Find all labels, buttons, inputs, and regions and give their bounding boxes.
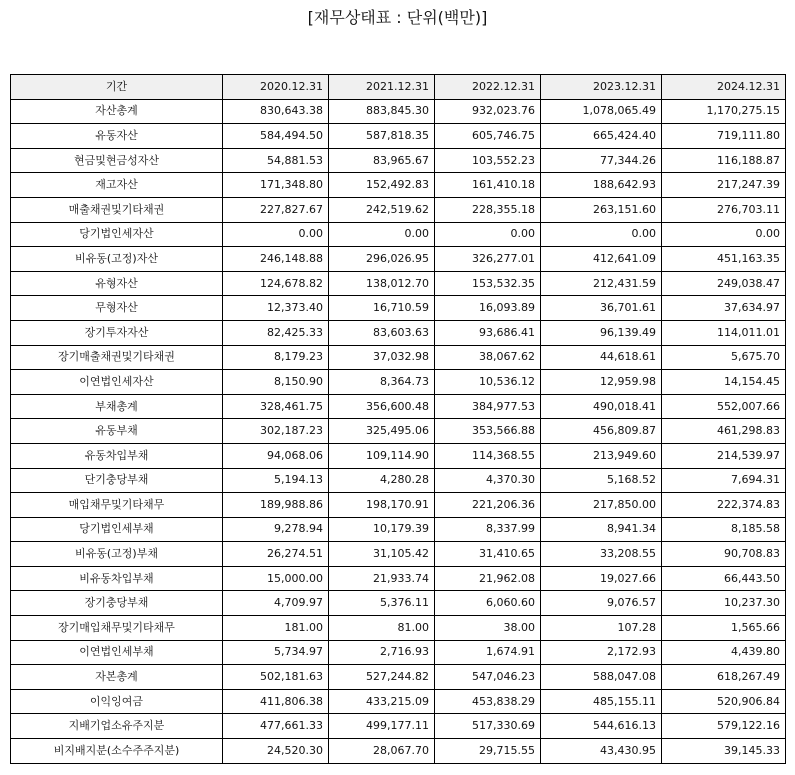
value-cell: 227,827.67 — [223, 197, 329, 222]
row-label: 유형자산 — [11, 271, 223, 296]
table-row — [11, 640, 786, 665]
value-cell: 5,376.11 — [329, 591, 435, 616]
value-cell: 228,355.18 — [435, 197, 541, 222]
value-cell: 217,247.39 — [662, 173, 786, 198]
value-cell: 21,962.08 — [435, 566, 541, 591]
column-header-period: 기간 — [11, 75, 223, 100]
value-cell: 188,642.93 — [541, 173, 662, 198]
value-cell: 0.00 — [662, 222, 786, 247]
value-cell: 29,715.55 — [435, 739, 541, 764]
row-label: 부채총계 — [11, 394, 223, 419]
value-cell: 10,536.12 — [435, 370, 541, 395]
value-cell: 325,495.06 — [329, 419, 435, 444]
value-cell: 665,424.40 — [541, 124, 662, 149]
row-label: 현금및현금성자산 — [11, 148, 223, 173]
table-row — [11, 419, 786, 444]
value-cell: 9,076.57 — [541, 591, 662, 616]
value-cell: 222,374.83 — [662, 493, 786, 518]
value-cell: 384,977.53 — [435, 394, 541, 419]
column-header-date: 2024.12.31 — [662, 75, 786, 100]
value-cell: 37,634.97 — [662, 296, 786, 321]
row-label: 비유동(고정)부채 — [11, 542, 223, 567]
value-cell: 353,566.88 — [435, 419, 541, 444]
value-cell: 96,139.49 — [541, 320, 662, 345]
table-row — [11, 542, 786, 567]
table-row — [11, 148, 786, 173]
value-cell: 5,168.52 — [541, 468, 662, 493]
row-label: 장기매출채권및기타채권 — [11, 345, 223, 370]
value-cell: 83,965.67 — [329, 148, 435, 173]
value-cell: 296,026.95 — [329, 247, 435, 272]
row-label: 이연법인세자산 — [11, 370, 223, 395]
value-cell: 552,007.66 — [662, 394, 786, 419]
value-cell: 719,111.80 — [662, 124, 786, 149]
value-cell: 4,709.97 — [223, 591, 329, 616]
column-header-date: 2020.12.31 — [223, 75, 329, 100]
value-cell: 124,678.82 — [223, 271, 329, 296]
value-cell: 412,641.09 — [541, 247, 662, 272]
value-cell: 152,492.83 — [329, 173, 435, 198]
value-cell: 36,701.61 — [541, 296, 662, 321]
value-cell: 33,208.55 — [541, 542, 662, 567]
value-cell: 28,067.70 — [329, 739, 435, 764]
table-row — [11, 271, 786, 296]
table-row — [11, 197, 786, 222]
table-row — [11, 591, 786, 616]
value-cell: 326,277.01 — [435, 247, 541, 272]
table-row — [11, 370, 786, 395]
table-row — [11, 493, 786, 518]
value-cell: 932,023.76 — [435, 99, 541, 124]
table-row — [11, 468, 786, 493]
value-cell: 356,600.48 — [329, 394, 435, 419]
row-label: 매출채권및기타채권 — [11, 197, 223, 222]
row-label: 비유동(고정)자산 — [11, 247, 223, 272]
value-cell: 103,552.23 — [435, 148, 541, 173]
value-cell: 5,675.70 — [662, 345, 786, 370]
column-header-date: 2023.12.31 — [541, 75, 662, 100]
row-label: 매입채무및기타채무 — [11, 493, 223, 518]
value-cell: 4,280.28 — [329, 468, 435, 493]
value-cell: 1,078,065.49 — [541, 99, 662, 124]
value-cell: 830,643.38 — [223, 99, 329, 124]
row-label: 유동자산 — [11, 124, 223, 149]
value-cell: 37,032.98 — [329, 345, 435, 370]
row-label: 자본총계 — [11, 665, 223, 690]
value-cell: 517,330.69 — [435, 714, 541, 739]
value-cell: 8,185.58 — [662, 517, 786, 542]
value-cell: 547,046.23 — [435, 665, 541, 690]
value-cell: 43,430.95 — [541, 739, 662, 764]
value-cell: 114,368.55 — [435, 443, 541, 468]
value-cell: 217,850.00 — [541, 493, 662, 518]
value-cell: 587,818.35 — [329, 124, 435, 149]
value-cell: 246,148.88 — [223, 247, 329, 272]
value-cell: 276,703.11 — [662, 197, 786, 222]
table-row — [11, 320, 786, 345]
table-header-row — [11, 75, 786, 100]
table-row — [11, 665, 786, 690]
value-cell: 109,114.90 — [329, 443, 435, 468]
value-cell: 588,047.08 — [541, 665, 662, 690]
value-cell: 181.00 — [223, 616, 329, 641]
row-label: 장기투자자산 — [11, 320, 223, 345]
table-row — [11, 247, 786, 272]
value-cell: 189,988.86 — [223, 493, 329, 518]
table-row — [11, 222, 786, 247]
value-cell: 605,746.75 — [435, 124, 541, 149]
value-cell: 138,012.70 — [329, 271, 435, 296]
value-cell: 7,694.31 — [662, 468, 786, 493]
value-cell: 5,194.13 — [223, 468, 329, 493]
value-cell: 94,068.06 — [223, 443, 329, 468]
row-label: 유동차입부채 — [11, 443, 223, 468]
value-cell: 579,122.16 — [662, 714, 786, 739]
table-row — [11, 689, 786, 714]
value-cell: 82,425.33 — [223, 320, 329, 345]
value-cell: 90,708.83 — [662, 542, 786, 567]
value-cell: 12,373.40 — [223, 296, 329, 321]
value-cell: 0.00 — [541, 222, 662, 247]
value-cell: 15,000.00 — [223, 566, 329, 591]
value-cell: 544,616.13 — [541, 714, 662, 739]
value-cell: 502,181.63 — [223, 665, 329, 690]
value-cell: 107.28 — [541, 616, 662, 641]
value-cell: 16,710.59 — [329, 296, 435, 321]
value-cell: 0.00 — [329, 222, 435, 247]
value-cell: 618,267.49 — [662, 665, 786, 690]
value-cell: 93,686.41 — [435, 320, 541, 345]
value-cell: 6,060.60 — [435, 591, 541, 616]
row-label: 당기법인세자산 — [11, 222, 223, 247]
value-cell: 54,881.53 — [223, 148, 329, 173]
column-header-date: 2021.12.31 — [329, 75, 435, 100]
value-cell: 81.00 — [329, 616, 435, 641]
row-label: 장기충당부채 — [11, 591, 223, 616]
value-cell: 114,011.01 — [662, 320, 786, 345]
value-cell: 456,809.87 — [541, 419, 662, 444]
value-cell: 490,018.41 — [541, 394, 662, 419]
table-row — [11, 616, 786, 641]
table-row — [11, 345, 786, 370]
row-label: 무형자산 — [11, 296, 223, 321]
value-cell: 4,370.30 — [435, 468, 541, 493]
value-cell: 14,154.45 — [662, 370, 786, 395]
value-cell: 0.00 — [223, 222, 329, 247]
value-cell: 477,661.33 — [223, 714, 329, 739]
row-label: 유동부채 — [11, 419, 223, 444]
value-cell: 499,177.11 — [329, 714, 435, 739]
value-cell: 520,906.84 — [662, 689, 786, 714]
table-row — [11, 443, 786, 468]
value-cell: 4,439.80 — [662, 640, 786, 665]
value-cell: 31,105.42 — [329, 542, 435, 567]
value-cell: 584,494.50 — [223, 124, 329, 149]
value-cell: 10,237.30 — [662, 591, 786, 616]
row-label: 자산총계 — [11, 99, 223, 124]
row-label: 비지배지분(소수주주지분) — [11, 739, 223, 764]
row-label: 장기매입채무및기타채무 — [11, 616, 223, 641]
value-cell: 485,155.11 — [541, 689, 662, 714]
value-cell: 249,038.47 — [662, 271, 786, 296]
row-label: 당기법인세부채 — [11, 517, 223, 542]
value-cell: 16,093.89 — [435, 296, 541, 321]
value-cell: 171,348.80 — [223, 173, 329, 198]
value-cell: 116,188.87 — [662, 148, 786, 173]
value-cell: 44,618.61 — [541, 345, 662, 370]
value-cell: 433,215.09 — [329, 689, 435, 714]
value-cell: 198,170.91 — [329, 493, 435, 518]
value-cell: 263,151.60 — [541, 197, 662, 222]
value-cell: 2,172.93 — [541, 640, 662, 665]
row-label: 단기충당부채 — [11, 468, 223, 493]
row-label: 비유동차입부채 — [11, 566, 223, 591]
value-cell: 1,565.66 — [662, 616, 786, 641]
column-header-date: 2022.12.31 — [435, 75, 541, 100]
value-cell: 302,187.23 — [223, 419, 329, 444]
table-row — [11, 394, 786, 419]
value-cell: 527,244.82 — [329, 665, 435, 690]
value-cell: 328,461.75 — [223, 394, 329, 419]
row-label: 이연법인세부채 — [11, 640, 223, 665]
value-cell: 66,443.50 — [662, 566, 786, 591]
value-cell: 10,179.39 — [329, 517, 435, 542]
value-cell: 411,806.38 — [223, 689, 329, 714]
value-cell: 21,933.74 — [329, 566, 435, 591]
row-label: 이익잉여금 — [11, 689, 223, 714]
value-cell: 1,170,275.15 — [662, 99, 786, 124]
balance-sheet-table — [10, 74, 786, 764]
value-cell: 221,206.36 — [435, 493, 541, 518]
table-row — [11, 739, 786, 764]
value-cell: 5,734.97 — [223, 640, 329, 665]
table-row — [11, 714, 786, 739]
table-row — [11, 517, 786, 542]
row-label: 재고자산 — [11, 173, 223, 198]
value-cell: 83,603.63 — [329, 320, 435, 345]
value-cell: 9,278.94 — [223, 517, 329, 542]
value-cell: 451,163.35 — [662, 247, 786, 272]
value-cell: 153,532.35 — [435, 271, 541, 296]
value-cell: 8,337.99 — [435, 517, 541, 542]
value-cell: 31,410.65 — [435, 542, 541, 567]
value-cell: 0.00 — [435, 222, 541, 247]
value-cell: 38.00 — [435, 616, 541, 641]
value-cell: 12,959.98 — [541, 370, 662, 395]
table-row — [11, 124, 786, 149]
value-cell: 461,298.83 — [662, 419, 786, 444]
value-cell: 77,344.26 — [541, 148, 662, 173]
value-cell: 8,364.73 — [329, 370, 435, 395]
value-cell: 453,838.29 — [435, 689, 541, 714]
row-label: 지배기업소유주지분 — [11, 714, 223, 739]
value-cell: 24,520.30 — [223, 739, 329, 764]
value-cell: 26,274.51 — [223, 542, 329, 567]
table-row — [11, 566, 786, 591]
value-cell: 8,941.34 — [541, 517, 662, 542]
value-cell: 8,179.23 — [223, 345, 329, 370]
table-row — [11, 99, 786, 124]
table-row — [11, 296, 786, 321]
value-cell: 212,431.59 — [541, 271, 662, 296]
value-cell: 161,410.18 — [435, 173, 541, 198]
page-title: [재무상태표 : 단위(백만)] — [307, 8, 488, 27]
value-cell: 8,150.90 — [223, 370, 329, 395]
value-cell: 883,845.30 — [329, 99, 435, 124]
value-cell: 39,145.33 — [662, 739, 786, 764]
value-cell: 1,674.91 — [435, 640, 541, 665]
value-cell: 2,716.93 — [329, 640, 435, 665]
value-cell: 242,519.62 — [329, 197, 435, 222]
value-cell: 213,949.60 — [541, 443, 662, 468]
value-cell: 19,027.66 — [541, 566, 662, 591]
value-cell: 38,067.62 — [435, 345, 541, 370]
value-cell: 214,539.97 — [662, 443, 786, 468]
table-row — [11, 173, 786, 198]
